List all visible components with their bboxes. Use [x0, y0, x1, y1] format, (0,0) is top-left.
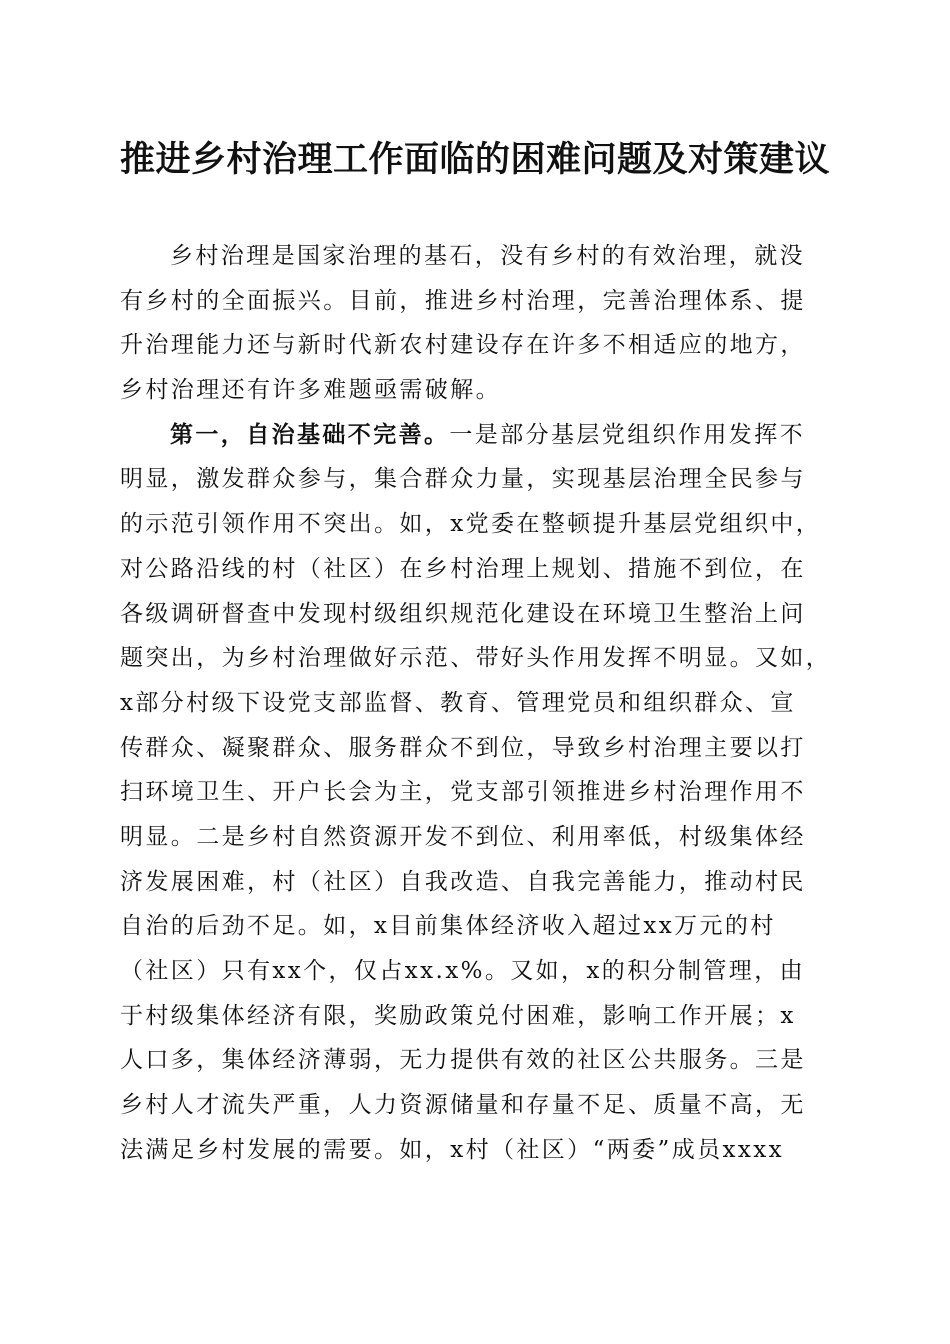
paragraph-line: 的示范引领作用不突出。如，x党委在整顿提升基层党组织中， — [120, 511, 822, 538]
document-body — [120, 234, 832, 1172]
paragraph-line: 各级调研督查中发现村级组织规范化建设在环境卫生整治上问 — [120, 600, 806, 627]
paragraph-line: 于村级集体经济有限，奖励政策兑付困难，影响工作开展；x — [120, 1002, 796, 1029]
paragraph-line: 升治理能力还与新时代新农村建设存在许多不相适应的地方， — [120, 332, 806, 359]
paragraph-line-text: 一是部分基层党组织作用发挥不 — [449, 421, 806, 448]
paragraph-line: 有乡村的全面振兴。目前，推进乡村治理，完善治理体系、提 — [120, 287, 806, 314]
paragraph-line: 济发展困难，村（社区）自我改造、自我完善能力，推动村民 — [120, 868, 806, 895]
paragraph-line: 法满足乡村发展的需要。如，x村（社区）“两委”成员xxxx — [120, 1136, 784, 1163]
paragraph-line: 乡村治理是国家治理的基石，没有乡村的有效治理，就没 — [170, 243, 805, 269]
intro-paragraph — [120, 234, 832, 413]
paragraph-line: 对公路沿线的村（社区）在乡村治理上规划、措施不到位，在 — [120, 555, 806, 582]
document-title: 推进乡村治理工作面临的困难问题及对策建议 — [119, 139, 830, 180]
paragraph-line: 人口多，集体经济薄弱，无力提供有效的社区公共服务。三是 — [120, 1047, 806, 1074]
paragraph-line: 乡村治理还有许多难题亟需破解。 — [120, 377, 501, 404]
paragraph-line: 自治的后劲不足。如，x目前集体经济收入超过xx万元的村 — [120, 913, 776, 940]
paragraph-line: 传群众、凝聚群众、服务群众不到位，导致乡村治理主要以打 — [120, 734, 806, 761]
section-one-paragraph — [120, 413, 832, 1173]
paragraph-first-line — [120, 413, 832, 458]
paragraph-line: 明显，激发群众参与，集合群众力量，实现基层治理全民参与 — [120, 466, 806, 493]
paragraph-line: x部分村级下设党支部监督、教育、管理党员和组织群众、宣 — [120, 689, 796, 716]
paragraph-line: （社区）只有xx个，仅占xx.x%。又如，x的积分制管理，由 — [120, 958, 805, 984]
paragraph-line: 扫环境卫生、开户长会为主，党支部引领推进乡村治理作用不 — [120, 779, 806, 806]
paragraph-line: 明显。二是乡村自然资源开发不到位、利用率低，村级集体经 — [120, 823, 806, 850]
paragraph-line: 题突出，为乡村治理做好示范、带好头作用发挥不明显。又如， — [120, 645, 832, 672]
section-heading: 第一，自治基础不完善。 — [170, 420, 450, 448]
paragraph-line: 乡村人才流失严重，人力资源储量和存量不足、质量不高，无 — [120, 1092, 806, 1119]
